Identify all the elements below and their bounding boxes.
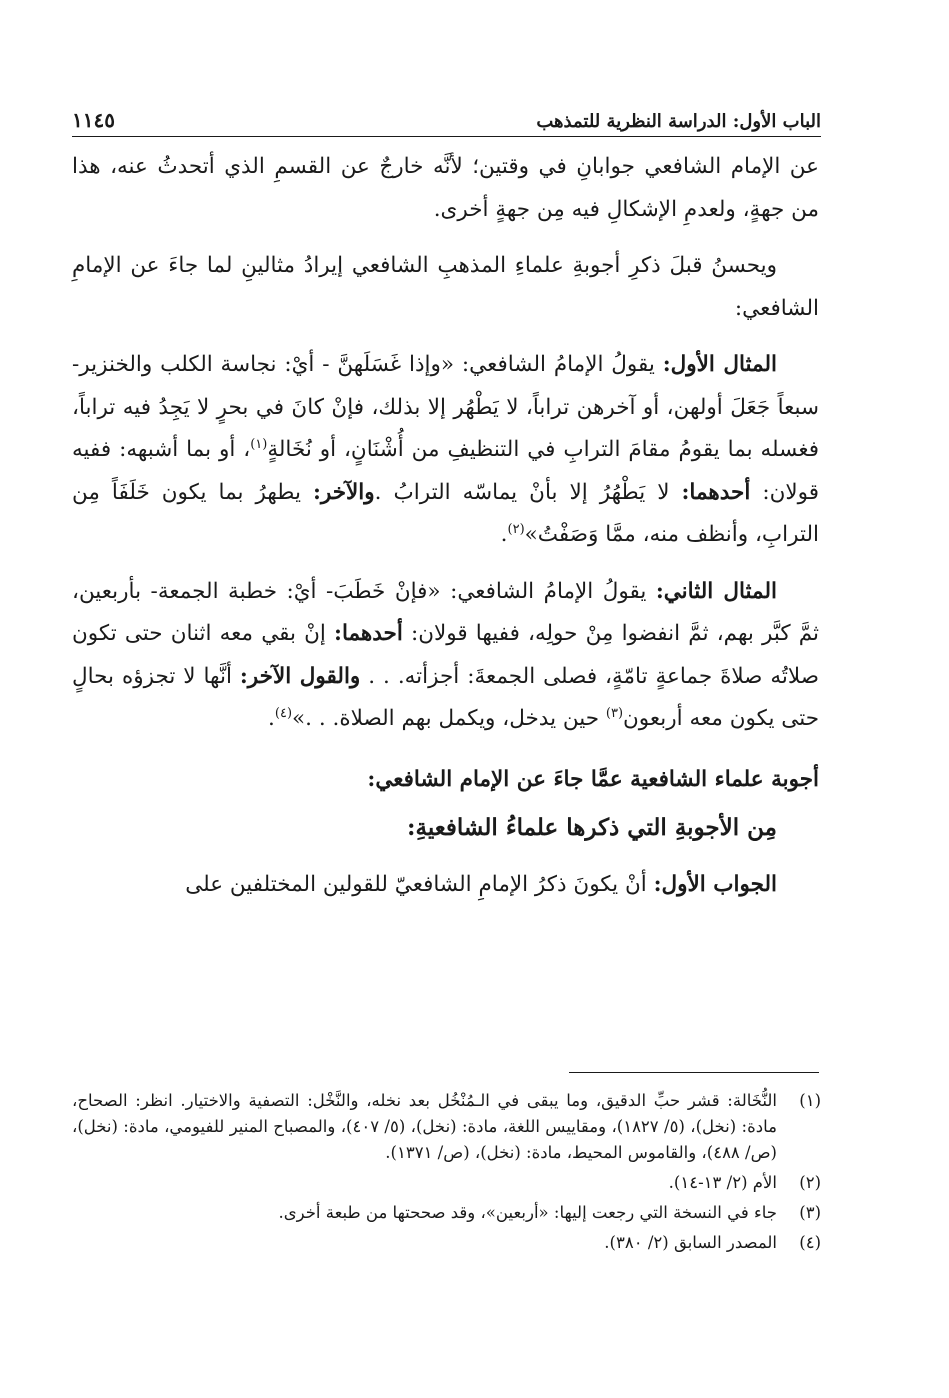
example-2-text-2: إنْ بقي معه اثنان حتى تكون صلاتُه صلاةَ جماعةٍ تامّةٍ، فصلى الجمعةَ: أجزأته. . . [72, 621, 819, 689]
footnote-number: (٣) [799, 1203, 821, 1222]
footnote-1 [72, 1088, 821, 1166]
example-1-text-4: يطهرُ بما يكون خَلَفَاً مِن الترابِ، وأنظف منه، ممَّا وَصَفْتُ» [72, 479, 819, 547]
example-2-first-opinion-label: أحدهما: [334, 621, 403, 646]
footnotes [72, 1088, 821, 1260]
example-1-text-3: لا يَطْهُرُ إلا بأنْ يماسّه الترابُ . [374, 479, 682, 505]
footnote-ref-2: (٢) [507, 521, 525, 537]
footnote-ref-4: (٤) [274, 705, 293, 721]
footnote-text: النُّخَالة: قشر حبِّ الدقيق، وما يبقى في الـمُنْخُل بعد نخله، والنَّخْل: التصفية والاختيار. انظر: الصحاح، مادة: (نخل)، (٥/ ١٨٢٧)، ومقاييس اللغة، مادة: (نخل)، (٥/ ٤٠٧)، والمصباح المنير للفيومي، مادة: (نخل)، (ص/ ٤٨٨)، والقاموس المحيط، مادة: (نخل)، (ص/ ١٣٧١). [72, 1091, 777, 1162]
example-2-text-3: أنَّها لا تجزؤه بحالٍ حتى يكون معه أربعون [72, 663, 819, 731]
footnote-divider [569, 1072, 819, 1073]
example-2-end: . [268, 706, 275, 731]
footnote-number: (٢) [799, 1173, 821, 1192]
section-heading: أجوبة علماء الشافعية عمَّا جاءَ عن الإمام الشافعي: [367, 766, 819, 792]
footnote-number: (١) [799, 1091, 821, 1110]
running-title: الباب الأول: الدراسة النظرية للتمذهب [536, 111, 821, 132]
paragraph-1-text: عن الإمام الشافعي جوابانِ في وقتين؛ لأنَّه خارجٌ عن القسمِ الذي أتحدثُ عنه، هذا من جهةٍ، ولعدمِ الإشكالِ فيه مِن جهةٍ أخرى. [72, 154, 819, 222]
answer-1-text: أنْ يكونَ ذكرُ الإمامِ الشافعيّ للقولين المختلفين على [185, 871, 654, 897]
page-header [72, 100, 821, 137]
footnote-text: الأم (٢/ ١٣-١٤). [668, 1173, 777, 1192]
sub-heading: مِن الأجوبةِ التي ذكرها علماءُ الشافعيةِ: [407, 814, 777, 841]
page-number: ١١٤٥ [72, 108, 115, 132]
footnote-ref-3: (٣) [605, 705, 624, 721]
example-1-end: . [500, 522, 508, 547]
example-2-text: يقولُ الإمامُ الشافعي: «فإنْ خَطَبَ- أيْ: خطبة الجمعة- بأربعين، ثمَّ كبَّر بهم، ثمَّ انفضوا مِنْ حولِه، ففيها قولان: [72, 578, 819, 646]
example-2 [72, 571, 819, 741]
example-1-first-opinion-label: أحدهما: [681, 479, 751, 505]
example-1-text: يقولُ الإمامُ الشافعي: «وإذا غَسَلَهنَّ - أيْ: نجاسة الكلب والخنزير- سبعاً جَعَلَ أولهن، أو آخرهن تراباً، لا يَطْهُر إلا بذلك، فإنْ كانَ في بحرٍ لا يَجِدُ فيه تراباً، فغسله بما يقومُ مقامَ الترابِ في التنظيفِ من أُشْنَانٍ، أو نُخَالةٍ [72, 352, 819, 462]
example-2-second-opinion-label: والقول الآخر: [239, 663, 361, 689]
footnote-number: (٤) [799, 1233, 821, 1252]
example-1 [72, 344, 819, 557]
answer-1-label: الجواب الأول: [653, 871, 777, 897]
paragraph-1 [72, 146, 819, 231]
footnote-2 [72, 1170, 821, 1196]
footnote-ref-1: (١) [250, 436, 268, 452]
example-2-label: المثال الثاني: [655, 578, 777, 604]
footnote-4 [72, 1230, 821, 1256]
example-1-text-2: ، أو بما أشبهه: ففيه قولان: [72, 437, 819, 505]
example-1-label: المثال الأول: [662, 352, 777, 377]
paragraph-2 [72, 245, 819, 330]
example-1-second-opinion-label: والآخر: [312, 479, 375, 505]
footnote-text: جاء في النسخة التي رجعت إليها: «أربعين»، وقد صححتها من طبعة أخرى. [278, 1203, 777, 1222]
answer-1 [72, 864, 819, 907]
main-text [72, 146, 819, 906]
paragraph-2-text: ويحسنُ قبلَ ذكرِ أجوبةِ علماءِ المذهبِ الشافعي إيرادُ مثالينِ لما جاءَ عن الإمامِ الشافعي: [72, 253, 819, 321]
example-2-text-4: حين يدخل، ويكمل بهم الصلاة. . .» [292, 706, 606, 731]
footnote-text: المصدر السابق (٢/ ٣٨٠). [604, 1233, 777, 1252]
footnote-3 [72, 1200, 821, 1226]
